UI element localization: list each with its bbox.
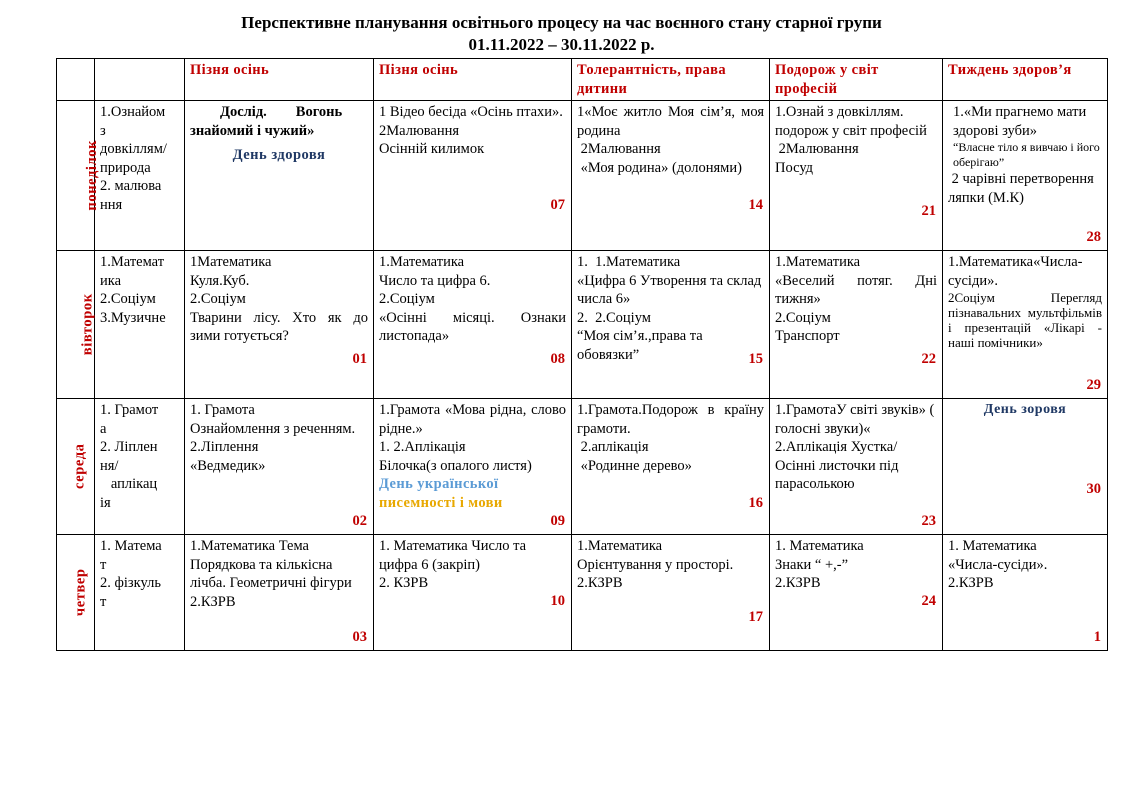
day-label-cell <box>57 251 95 399</box>
activity-line: 2.КЗРВ <box>775 575 821 591</box>
date-number: 03 <box>352 628 367 645</box>
plan-cell <box>185 535 374 651</box>
plan-cell <box>374 399 572 535</box>
activity-line: 1.Математика <box>775 254 861 270</box>
page-title <box>0 12 1123 56</box>
day-row-wednesday <box>57 399 1108 535</box>
date-number: 30 <box>1086 480 1101 497</box>
corner-cell <box>57 59 95 101</box>
day-row-thursday <box>57 535 1108 651</box>
activity-line: 2. КЗРВ <box>379 575 429 591</box>
plan-cell <box>770 399 943 535</box>
activity-line: «Ведмедик» <box>190 457 266 474</box>
plan-cell <box>185 399 374 535</box>
activity-line: Дослід. Вогонь <box>220 104 343 120</box>
activity-line: 2.Аплікація Хустка/ Осінні листочки під парасолькою <box>775 439 903 492</box>
day-row-tuesday <box>57 251 1108 399</box>
activity-line: «Веселий потяг. Дні тижня» <box>775 272 941 307</box>
date-number: 17 <box>748 608 763 625</box>
date-number: 07 <box>550 196 565 213</box>
date-number: 02 <box>352 512 367 529</box>
week-header-5: Тиждень здоров’я <box>943 59 1108 101</box>
ukrainian-language-day-note: писемності і мови <box>379 494 503 511</box>
day-label-cell <box>57 535 95 651</box>
activity-line: 1. Математика <box>775 538 864 554</box>
date-number: 14 <box>748 196 763 213</box>
activity-line: 2Малювання <box>379 122 460 139</box>
activity-line: 1.Математика <box>379 254 465 270</box>
plan-cell <box>572 399 770 535</box>
date-number: 16 <box>748 494 763 511</box>
subjects-list: 1.Математ ика 2.Соціум 3.Музичне <box>100 254 166 326</box>
activity-line: Ознайомлення з реченням. <box>190 420 356 437</box>
activity-line: 1.Грамота.Подорож в країну грамоти. <box>577 402 768 437</box>
activity-line: 2.Соціум <box>379 291 435 307</box>
plan-cell <box>943 101 1108 251</box>
date-number: 24 <box>921 592 936 609</box>
activity-line: 2.КЗРВ <box>577 575 623 591</box>
activity-line: “Власне тіло я вивчаю і його оберігаю” <box>953 140 1103 169</box>
date-number: 15 <box>748 350 763 367</box>
activity-line: 1. Грамота <box>190 402 255 418</box>
plan-cell <box>374 535 572 651</box>
plan-cell <box>572 251 770 399</box>
subjects-cell <box>95 251 185 399</box>
activity-line: 2Малювання <box>775 141 859 157</box>
subjects-list: 1.Ознайом з довкіллям/ природа 2. малюва ння <box>100 104 167 213</box>
activity-line: 1. 1.Математика <box>577 254 681 270</box>
activity-line: «Осінні місяці. Ознаки листопада» <box>379 309 570 344</box>
activity-line: Куля.Куб. <box>190 272 250 289</box>
activity-line: 2.КЗРВ <box>190 593 236 610</box>
activity-line: 2.Соціум <box>775 309 831 326</box>
activity-line: 1 Відео бесіда «Осінь птахи». <box>379 104 563 120</box>
day-label-cell <box>57 399 95 535</box>
corner-cell <box>95 59 185 101</box>
header-row <box>57 59 1108 101</box>
activity-line: 1.«Ми прагнемо мати здорові зуби» <box>953 104 1090 139</box>
activity-line: 1Математика <box>190 254 272 270</box>
activity-line: Транспорт <box>775 328 840 344</box>
plan-cell <box>374 101 572 251</box>
day-label-cell <box>57 101 101 251</box>
activity-line: 1«Моє житло Моя сім’я, моя родина <box>577 104 768 139</box>
plan-cell <box>770 251 943 399</box>
day-row-monday <box>57 101 1108 251</box>
activity-line: 2Соціум Перегляд пізнавальних мультфільмів і презентацій «Лікарі - наші помічники» <box>948 290 1106 350</box>
plan-cell <box>943 251 1108 399</box>
activity-line: 2.Соціум <box>190 291 246 307</box>
activity-line: “Моя сім’я.,права та обовязки” <box>577 328 707 363</box>
activity-line: 2.Ліплення <box>190 439 259 455</box>
activity-line: 2Малювання <box>577 141 661 157</box>
activity-line: подорож у світ професій <box>775 122 927 139</box>
plan-table <box>56 58 1108 651</box>
plan-cell <box>943 535 1108 651</box>
activity-line: 2.аплікація <box>577 439 649 455</box>
activity-line: Знаки “ +,-” <box>775 556 849 573</box>
activity-line: Білочка(з опалого листя) <box>379 457 532 474</box>
activity-line: «Моя родина» (долонями) <box>577 159 742 176</box>
activity-line: 1.Математика«Числа-сусіди». <box>948 254 1083 289</box>
activity-line: «Числа-сусіди». <box>948 556 1048 573</box>
plan-cell <box>572 101 770 251</box>
activity-line: Посуд <box>775 159 814 176</box>
date-number: 28 <box>1086 228 1101 245</box>
activity-line: 2. 2.Соціум <box>577 309 651 326</box>
activity-line: 2 чарівні перетворення ляпки (М.К) <box>948 171 1098 206</box>
subjects-cell <box>95 101 185 251</box>
date-number: 1 <box>1093 628 1101 645</box>
activity-line: Число та цифра 6. <box>379 272 491 289</box>
week-header-4: Подорож у світ професій <box>770 59 943 101</box>
plan-cell <box>770 535 943 651</box>
subjects-cell <box>95 535 185 651</box>
title-line-2: 01.11.2022 – 30.11.2022 р. <box>468 35 655 54</box>
activity-line: 1.Математика Тема Порядкова та кількісна лічба. Геометричні фігури <box>190 538 352 591</box>
activity-line: 1. Математика <box>948 538 1037 554</box>
activity-line: знайомий і чужий» <box>190 122 315 139</box>
week-header-2: Пізня осінь <box>374 59 572 101</box>
day-label: понеділок <box>84 140 101 211</box>
activity-line: Тварини лісу. Хто як до зими готується? <box>190 309 372 344</box>
activity-line: 1. 2.Аплікація <box>379 439 466 455</box>
week-header-3: Толерантність, права дитини <box>572 59 770 101</box>
date-number: 21 <box>921 202 936 219</box>
day-label: вівторок <box>79 293 96 356</box>
plan-cell <box>943 399 1108 535</box>
activity-line: «Цифра 6 Утворення та склад числа 6» <box>577 272 765 307</box>
date-number: 01 <box>352 350 367 367</box>
date-number: 23 <box>921 512 936 529</box>
activity-line: 1. Математика Число та цифра 6 (закріп) <box>379 538 530 573</box>
date-number: 10 <box>550 592 565 609</box>
day-label: четвер <box>72 568 89 617</box>
activity-line: Орієнтування у просторі. <box>577 556 734 573</box>
subjects-list: 1. Матема т 2. фізкуль т <box>100 538 162 610</box>
date-number: 29 <box>1086 376 1101 393</box>
plan-cell <box>374 251 572 399</box>
health-day-note: День здоровя <box>232 147 326 163</box>
day-label: середа <box>71 443 88 490</box>
activity-line: «Родинне дерево» <box>577 457 692 474</box>
week-header-1: Пізня осінь <box>185 59 374 101</box>
plan-cell <box>770 101 943 251</box>
plan-cell <box>572 535 770 651</box>
plan-cell <box>185 251 374 399</box>
activity-line: 1.ГрамотаУ світі звуків» ( голосні звуки)« <box>775 402 938 437</box>
date-number: 08 <box>550 350 565 367</box>
ukrainian-language-day-note: День української <box>379 476 499 492</box>
activity-line: 1.Ознай з довкіллям. <box>775 104 904 120</box>
subjects-list: 1. Грамот а 2. Ліплен ня/ аплікац ія <box>100 402 159 511</box>
activity-line: 2.КЗРВ <box>948 575 994 591</box>
subjects-cell <box>95 399 185 535</box>
activity-line: 1.Грамота «Мова рідна, слово рідне.» <box>379 402 570 437</box>
plan-cell <box>185 101 374 251</box>
activity-line: 1.Математика <box>577 538 663 554</box>
date-number: 09 <box>550 512 565 529</box>
title-line-1: Перспективне планування освітнього процесу на час воєнного стану старної групи <box>241 13 882 32</box>
health-day-note: День зоровя <box>983 402 1067 417</box>
activity-line: Осінній килимок <box>379 141 485 157</box>
date-number: 22 <box>921 350 936 367</box>
